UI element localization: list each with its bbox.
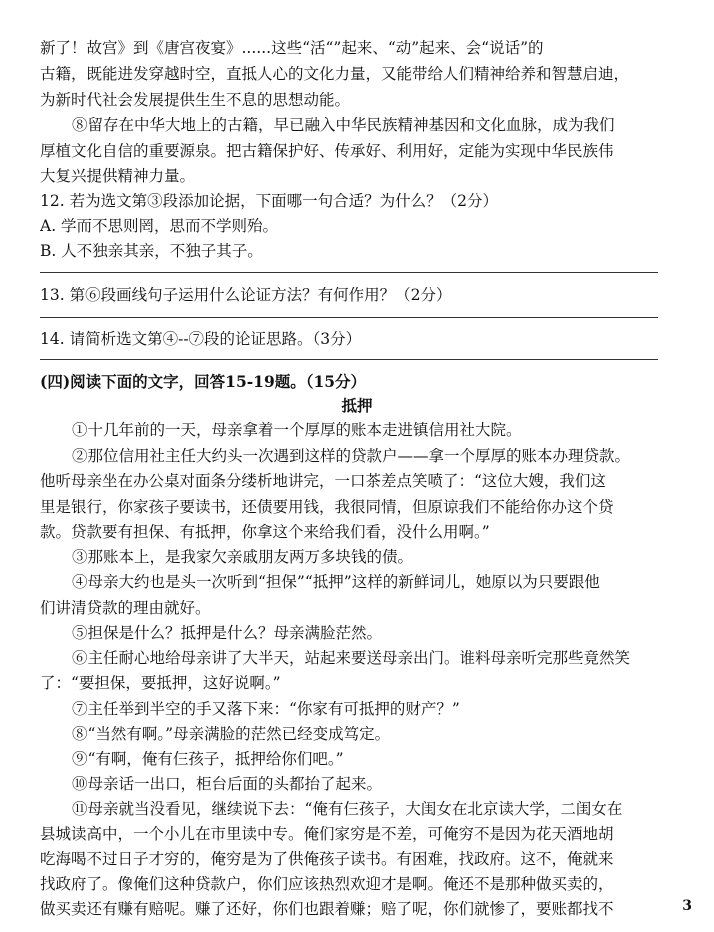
answer-line <box>40 359 658 360</box>
passage-line: ⑥主任耐心地给母亲讲了大半天，站起来要送母亲出门。谁料母亲听完那些竟然笑 <box>72 649 631 667</box>
passage-title: 抵押 <box>341 396 373 415</box>
passage-line: 新了！故宫》到《唐宫夜宴》......这些“活“”起来、“动”起来、会“说话”的 <box>40 39 544 57</box>
passage-line: 为新时代社会发展提供生生不息的思想动能。 <box>40 91 351 109</box>
passage-line: ④母亲大约也是头一次听到“担保”“抵押”这样的新鲜词儿，她原以为只要跟他 <box>72 573 600 591</box>
passage-line: 了：“要担保，要抵押，这好说啊。” <box>40 674 281 692</box>
passage-line: 款。贷款要有担保、有抵押，你拿这个来给我们看，没什么用啊。” <box>40 523 490 541</box>
passage-line: ③那账本上，是我家欠亲戚朋友两万多块钱的债。 <box>72 548 414 566</box>
passage-line: 他听母亲坐在办公桌对面条分缕析地讲完，一口茶差点笑喷了：“这位大嫂，我们这 <box>40 472 606 490</box>
passage-line: ⑤担保是什么？抵押是什么？母亲满脸茫然。 <box>72 624 383 642</box>
passage-line: ⑨“有啊，俺有仨孩子，抵押给你们吧。” <box>72 750 344 768</box>
passage-line: ⑩母亲话一出口，柜台后面的头都抬了起来。 <box>72 775 383 793</box>
question-12: 12. 若为选文第③段添加论据，下面哪一句合适？为什么？（2分） <box>40 192 498 210</box>
passage-line: 大复兴提供精神力量。 <box>40 167 196 185</box>
question-13: 13. 第⑥段画线句子运用什么论证方法？有何作用？（2分） <box>40 286 452 304</box>
answer-line <box>40 272 658 273</box>
passage-line: ⑦主任举到半空的手又落下来：“你家有可抵押的财产？” <box>72 700 460 718</box>
passage-line: ②那位信用社主任大约头一次遇到这样的贷款户——拿一个厚厚的账本办理贷款。 <box>72 447 631 465</box>
passage-line: ⑧“当然有啊。”母亲满脸的茫然已经变成笃定。 <box>72 725 391 743</box>
passage-line: ⑧留存在中华大地上的古籍，早已融入中华民族精神基因和文化血脉，成为我们 <box>72 116 615 134</box>
passage-line: ①十几年前的一天，母亲拿着一个厚厚的账本走进镇信用社大院。 <box>72 421 522 439</box>
passage-line: 古籍，既能进发穿越时空，直抵人心的文化力量，又能带给人们精神给养和智慧启迪， <box>40 65 630 83</box>
passage-line: 吃海喝不过日子才穷的，俺穷是为了供俺孩子读书。有困难，找政府。这不，俺就来 <box>40 850 614 868</box>
passage-line: 县城读高中，一个小儿在市里读中专。俺们家穷是不差，可俺穷不是因为花天酒地胡 <box>40 825 614 843</box>
passage-line: 们讲清贷款的理由就好。 <box>40 599 211 617</box>
question-14: 14. 请简析选文第④--⑦段的论证思路。（3分） <box>40 330 362 348</box>
passage-line: 做买卖还有赚有赔呢。赚了还好，你们也跟着赚；赔了呢，你们就惨了，要账都找不 <box>40 900 614 918</box>
question-12-option-b: B. 人不独亲其亲，不独子其子。 <box>40 242 263 260</box>
question-12-option-a: A. 学而不思则罔，思而不学则殆。 <box>40 217 279 235</box>
page-number: 3 <box>682 898 692 914</box>
passage-line: ⑪母亲就当没看见，继续说下去：“俺有仨孩子，大闺女在北京读大学，二闺女在 <box>72 800 623 818</box>
passage-line: 找政府了。像俺们这种贷款户，你们应该热烈欢迎才是啊。俺还不是那种做买卖的， <box>40 875 614 893</box>
answer-line <box>40 317 658 318</box>
section-heading: (四)阅读下面的文字，回答15-19题。（15分） <box>40 372 367 391</box>
passage-line: 厚植文化自信的重要源泉。把古籍保护好、传承好、利用好，定能为实现中华民族伟 <box>40 142 614 160</box>
passage-line: 里是银行，你家孩子要读书，还债要用钱，我很同情，但原谅我们不能给你办这个贷 <box>40 498 614 516</box>
